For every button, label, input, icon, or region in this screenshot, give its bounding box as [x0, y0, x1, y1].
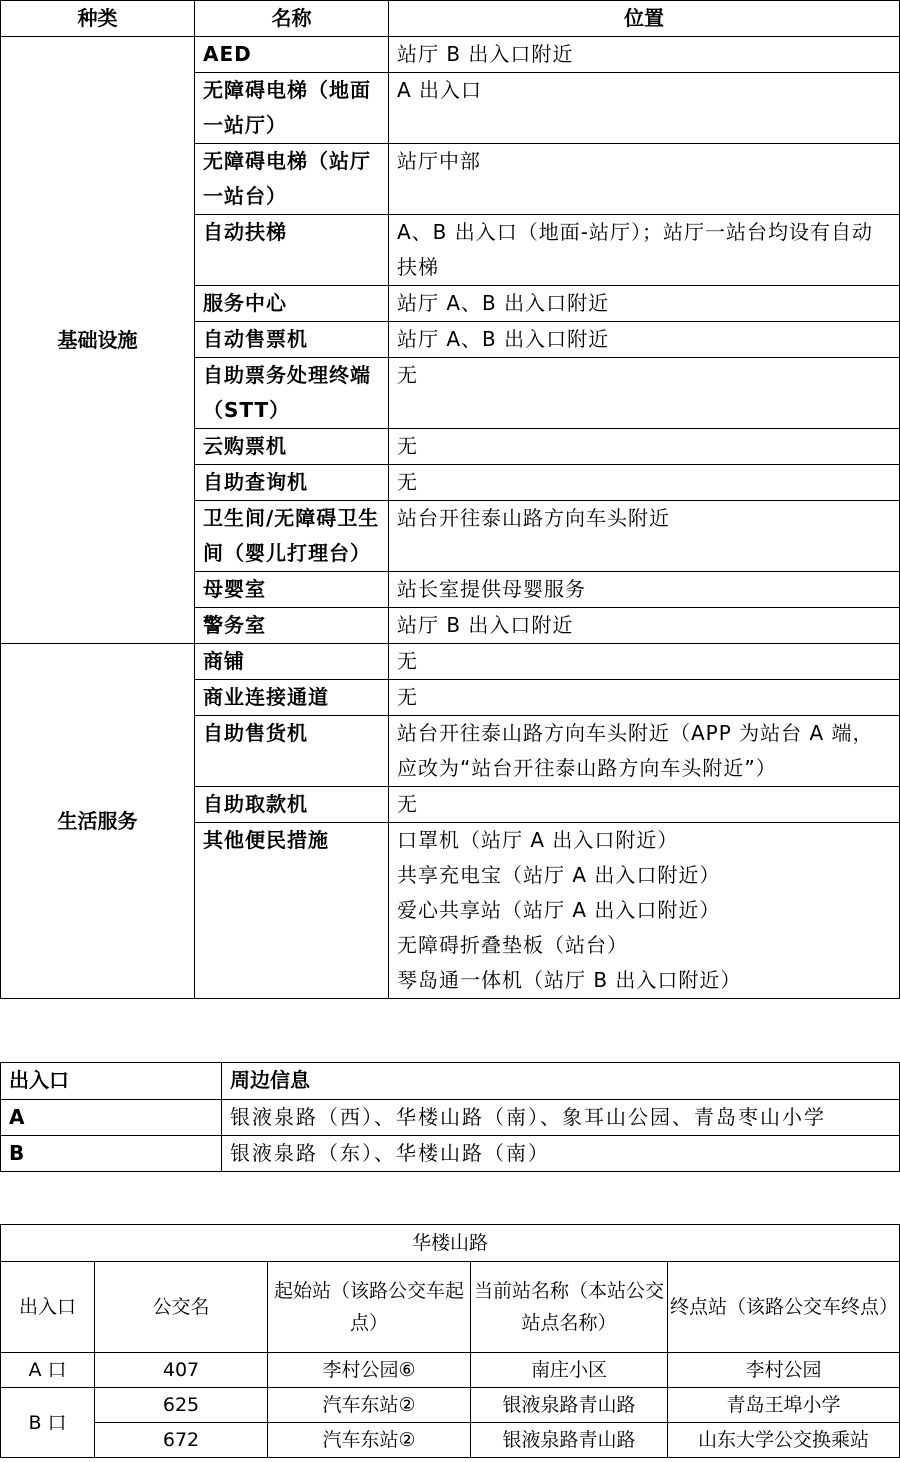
facility-location: 无	[389, 358, 900, 429]
bus-table	[0, 1224, 900, 1458]
facility-name: 自助售货机	[195, 716, 389, 787]
bus-current: 银液泉路青山路	[471, 1423, 668, 1458]
header-start-station: 起始站（该路公交车起点）	[268, 1262, 471, 1353]
facility-location: 站厅 A、B 出入口附近	[389, 322, 900, 358]
facility-name: 商业连接通道	[195, 680, 389, 716]
facility-name: 自助取款机	[195, 787, 389, 823]
facility-location: A 出入口	[389, 73, 900, 144]
table-row	[1, 644, 900, 680]
bus-header-row	[1, 1262, 900, 1353]
category-cell: 基础设施	[1, 37, 195, 644]
facility-name: 母婴室	[195, 572, 389, 608]
facility-location: 站厅 B 出入口附近	[389, 37, 900, 73]
exit-label: B	[1, 1136, 222, 1172]
table-row	[1, 1388, 900, 1423]
header-name: 名称	[195, 1, 389, 37]
bus-end: 青岛王埠小学	[668, 1388, 900, 1423]
facility-name: 自动售票机	[195, 322, 389, 358]
bus-start: 汽车东站②	[268, 1388, 471, 1423]
header-end-station: 终点站（该路公交车终点）	[668, 1262, 900, 1353]
exits-header-row	[1, 1063, 900, 1100]
exit-surroundings: 银液泉路（西）、华楼山路（南）、象耳山公园、青岛枣山小学	[222, 1100, 900, 1136]
bus-end: 李村公园	[668, 1353, 900, 1388]
facility-location: 站厅 B 出入口附近	[389, 608, 900, 644]
bus-start: 李村公园⑥	[268, 1353, 471, 1388]
facility-location: 站台开往泰山路方向车头附近（APP 为站台 A 端，应改为“站台开往泰山路方向车头附近”）	[389, 716, 900, 787]
convenience-item: 口罩机（站厅 A 出入口附近）	[397, 828, 679, 852]
bus-title: 华楼山路	[1, 1225, 900, 1262]
facility-name: 卫生间/无障碍卫生间（婴儿打理台）	[195, 501, 389, 572]
facility-name: 自动扶梯	[195, 215, 389, 286]
bus-exit: A 口	[1, 1353, 95, 1388]
facility-location: 无	[389, 429, 900, 465]
convenience-item: 琴岛通一体机（站厅 B 出入口附近）	[397, 968, 742, 992]
convenience-item: 爱心共享站（站厅 A 出入口附近）	[397, 898, 721, 922]
bus-line: 672	[95, 1423, 268, 1458]
facility-name: AED	[195, 37, 389, 73]
header-location: 位置	[389, 1, 900, 37]
facility-name: 无障碍电梯（站厅一站台）	[195, 144, 389, 215]
table-row	[1, 1423, 900, 1458]
facility-location: 无	[389, 680, 900, 716]
bus-end: 山东大学公交换乘站	[668, 1423, 900, 1458]
bus-start: 汽车东站②	[268, 1423, 471, 1458]
exits-table	[0, 1062, 900, 1172]
table-row	[1, 1353, 900, 1388]
header-bus-line: 公交名	[95, 1262, 268, 1353]
convenience-item: 共享充电宝（站厅 A 出入口附近）	[397, 863, 721, 887]
facility-location: 无	[389, 787, 900, 823]
facilities-header-row	[1, 1, 900, 37]
convenience-item: 无障碍折叠垫板（站台）	[397, 933, 628, 957]
facility-name: 无障碍电梯（地面一站厅）	[195, 73, 389, 144]
bus-line: 625	[95, 1388, 268, 1423]
facility-location: 无	[389, 644, 900, 680]
facility-name: 警务室	[195, 608, 389, 644]
bus-current: 银液泉路青山路	[471, 1388, 668, 1423]
bus-title-row	[1, 1225, 900, 1262]
facility-location: 站长室提供母婴服务	[389, 572, 900, 608]
header-category: 种类	[1, 1, 195, 37]
facility-name: 商铺	[195, 644, 389, 680]
facility-location: 无	[389, 465, 900, 501]
bus-line: 407	[95, 1353, 268, 1388]
category-cell: 生活服务	[1, 644, 195, 999]
table-row	[1, 1136, 900, 1172]
facility-location-list	[389, 823, 900, 999]
header-current-station: 当前站名称（本站公交站点名称）	[471, 1262, 668, 1353]
bus-current: 南庄小区	[471, 1353, 668, 1388]
facility-location: 站厅 A、B 出入口附近	[389, 286, 900, 322]
facility-name: 自助票务处理终端（STT）	[195, 358, 389, 429]
header-exit: 出入口	[1, 1063, 222, 1100]
exit-label: A	[1, 1100, 222, 1136]
facility-location: A、B 出入口（地面-站厅）；站厅一站台均设有自动扶梯	[389, 215, 900, 286]
exit-surroundings: 银液泉路（东）、华楼山路（南）	[222, 1136, 900, 1172]
header-surroundings: 周边信息	[222, 1063, 900, 1100]
header-exit: 出入口	[1, 1262, 95, 1353]
facility-name: 自助查询机	[195, 465, 389, 501]
table-row	[1, 1100, 900, 1136]
facility-name: 其他便民措施	[195, 823, 389, 999]
facility-location: 站台开往泰山路方向车头附近	[389, 501, 900, 572]
facility-name: 云购票机	[195, 429, 389, 465]
table-row	[1, 37, 900, 73]
bus-exit: B 口	[1, 1388, 95, 1458]
facility-name: 服务中心	[195, 286, 389, 322]
facility-location: 站厅中部	[389, 144, 900, 215]
